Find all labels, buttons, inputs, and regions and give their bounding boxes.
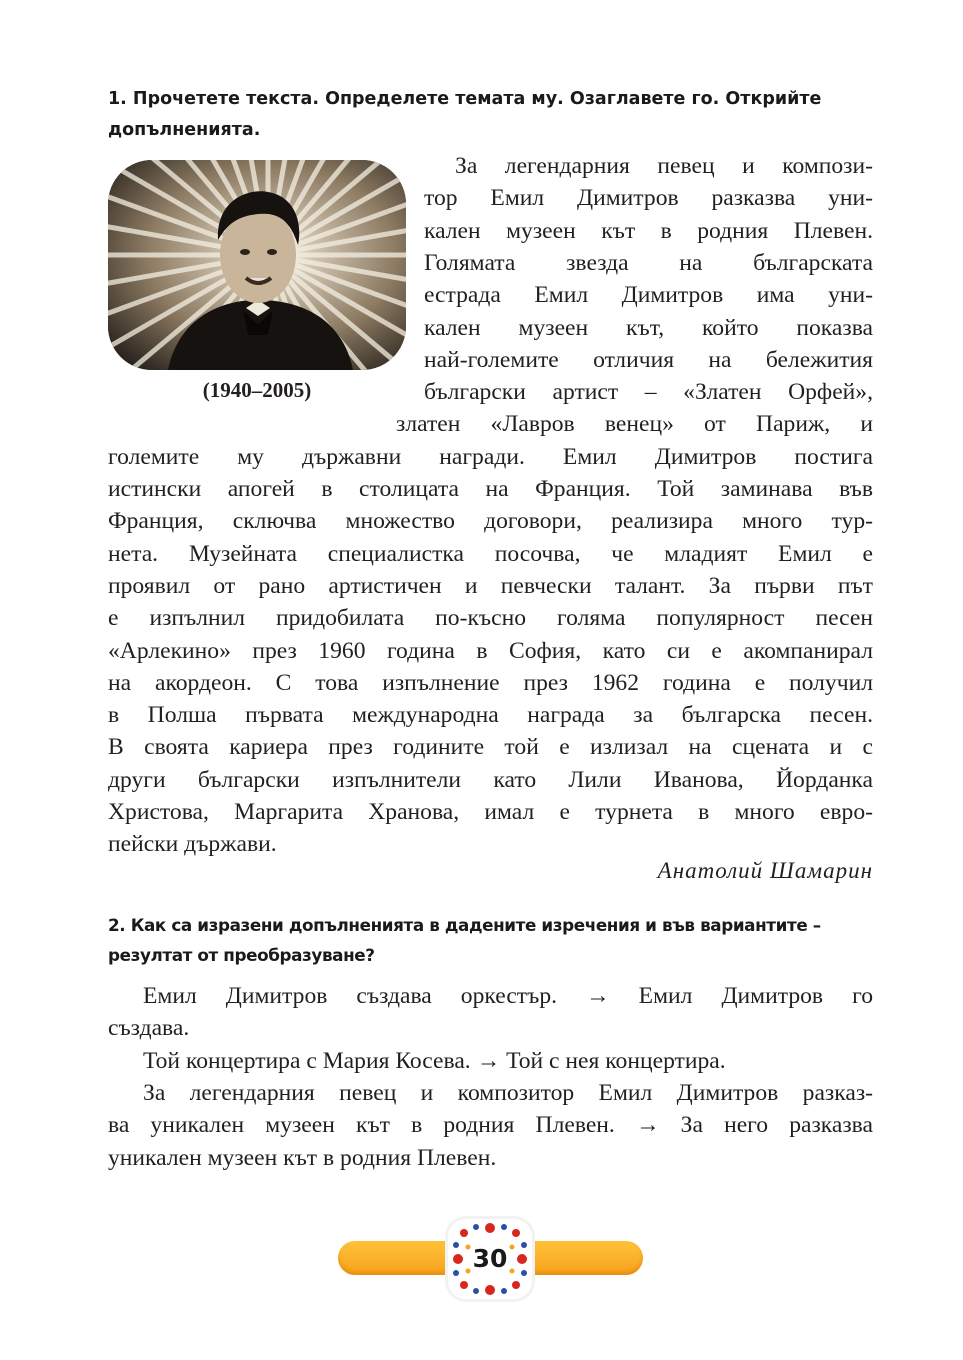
example-line: За легендарния певец и композитор Емил Димитров разказ- <box>143 1079 873 1106</box>
page-number-footer <box>338 1225 643 1293</box>
task-1-heading: 1. Прочетете текста. Определете темата му. Озаглавете го. Открийте допълненията. <box>108 89 822 140</box>
task-2-heading: 2. Как са изразени допълненията в дадените изречения и във вариантите – резултат от преобразуване? <box>108 915 821 965</box>
reading-line: тор Емил Димитров разказва уни- <box>424 185 873 212</box>
reading-line: златен «Лавров венец» от Париж, и <box>396 411 873 438</box>
reading-line: За легендарния певец и компози- <box>455 153 873 179</box>
author-name: Анатолий Шамарин <box>657 858 873 883</box>
page-badge <box>448 1219 532 1299</box>
portrait-photo <box>108 160 406 370</box>
reading-line: истински апогей в столицата на Франция. Той заминава във <box>108 476 873 502</box>
reading-line: естрада Емил Димитров има уни- <box>424 282 873 309</box>
reading-line: пейски държави. <box>108 831 277 858</box>
reading-line: «Арлекино» през 1960 година в София, като си е акомпанирал <box>108 637 873 664</box>
photo-caption: (1940–2005) <box>202 378 312 402</box>
example-line: уникален музеен кът в родния Плевен. <box>108 1144 497 1171</box>
reading-line: Христова, Маргарита Хранова, имал е турнета в много евро- <box>108 799 873 825</box>
reading-line: Франция, сключва множество договори, реализира много тур- <box>108 508 873 535</box>
reading-line: български артист – «Златен Орфей», <box>424 379 873 406</box>
example-line: ва уникален музеен кът в родния Плевен. → За него разказва <box>108 1112 873 1139</box>
reading-line: нета. Музейната специалистка посочва, че младият Емил е <box>108 540 873 567</box>
reading-line: проявил от рано артистичен и певчески талант. За първи път <box>108 572 873 599</box>
reading-line: е изпълнил придобилата по-късно голяма популярност песен <box>108 605 873 632</box>
reading-line: Голямата звезда на българската <box>424 249 873 276</box>
reading-line: на акордеон. С това изпълнение през 1962 година е получил <box>108 669 873 696</box>
reading-line: кален музеен кът, който показва <box>424 314 873 341</box>
example-line: създава. <box>108 1015 190 1042</box>
reading-line: кален музеен кът в родния Плевен. <box>424 217 873 244</box>
reading-line: В своята кариера през годините той е излизал на сцената и с <box>108 734 873 761</box>
reading-line: в Полша първата международна награда за българска песен. <box>108 702 873 729</box>
portrait-image <box>108 160 406 370</box>
example-line: Емил Димитров създава оркестър. → Емил Димитров го <box>143 983 873 1009</box>
example-line: Той концертира с Мария Косева. → Той с нея концертира. <box>143 1047 726 1074</box>
reading-line: други български изпълнители като Лили Иванова, Йорданка <box>108 766 873 793</box>
reading-line: големите му държавни награди. Емил Димитров постига <box>108 443 873 470</box>
reading-line: най-големите отличия на бележития <box>424 346 873 373</box>
page-number: 30 <box>472 1244 508 1273</box>
